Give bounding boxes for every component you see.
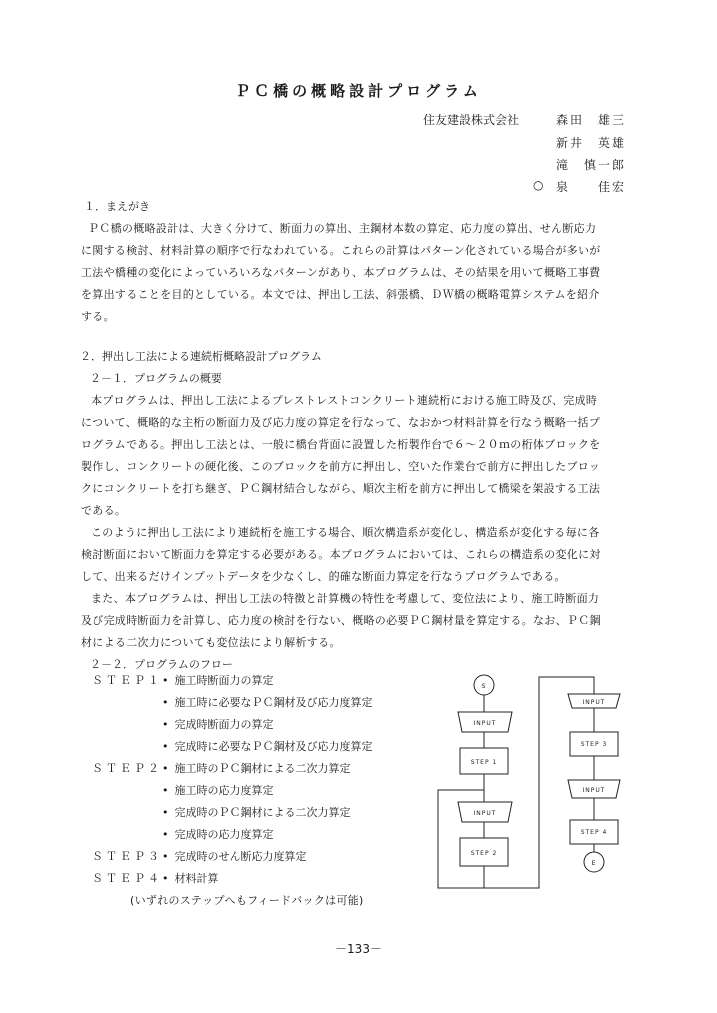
author-name: 森田 雄三 [556,113,627,127]
flow-start-label: S [481,683,487,690]
bullet: • [162,696,169,709]
section-heading: １．まえがき [84,200,150,213]
bullet: • [162,740,169,753]
subsection-heading: ２－１．プログラムの概要 [90,372,222,385]
step-item-text: 施工時のＰＣ鋼材による二次力算定 [174,762,351,775]
paragraph-line: 及び完成時断面力を計算し、応力度の検討を行ない、概略の必要ＰＣ鋼材量を算定する。なお、ＰＣ鋼 [81,614,601,627]
author-name: 泉 佳宏 [556,180,627,194]
flow-step-label: STEP 1 [470,759,498,766]
step-item-text: 完成時のせん断応力度算定 [174,850,307,863]
paragraph-line: する。 [81,310,115,323]
presenter-mark: ○ [533,178,544,192]
flow-input-label: INPUT [582,787,606,794]
bullet: • [162,718,169,731]
paragraph-line: また、本プログラムは、押出し工法の特徴と計算機の特性を考慮して、変位法により、施工時断面力 [91,592,600,605]
step-item-text: 完成時断面力の算定 [174,718,274,731]
bullet: • [162,784,169,797]
step-label: ＳＴＥＰ２ [92,762,162,775]
bullet: • [162,828,169,841]
flow-loop-line [438,790,484,888]
paragraph-line: 材による二次力についても変位法により解析する。 [81,636,341,649]
flow-input-label: INPUT [473,720,497,727]
flow-step-label: STEP 3 [580,741,608,748]
paragraph-line: を算出することを目的としている。本文では、押出し工法、斜張橋、ＤＷ橋の概略電算システムを紹介 [81,288,600,301]
flow-transfer-line [481,677,594,888]
step-item-text: 施工時の応力度算定 [174,784,274,797]
paragraph-line: このように押出し工法により連続桁を施工する場合、順次構造系が変化し、構造系が変化する毎に各 [91,526,600,539]
author-name: 新井 英雄 [556,136,627,150]
flow-end-label: E [591,860,597,867]
step-label: ＳＴＥＰ４ [92,872,162,885]
flow-input-label: INPUT [473,810,497,817]
step-item-text: 完成時の応力度算定 [174,828,274,841]
step-item-text: 完成時のＰＣ鋼材による二次力算定 [174,806,351,819]
paragraph-line: である。 [81,504,127,517]
flow-step-label: STEP 2 [470,850,498,857]
subsection-heading: ２－２．プログラムのフロー [90,658,233,671]
paragraph-line: 検討断面において断面力を算定する必要がある。本プログラムにおいては、これらの構造系の変化に対 [81,548,601,561]
paragraph-line: 本プログラムは、押出し工法によるプレストレストコンクリート連続桁における施工時及び、完成時 [91,394,598,407]
bullet: • [162,762,169,775]
paragraph-line: 工法や橋種の変化によっていろいろなパターンがあり、本プログラムは、その結果を用いて概略工事費 [81,266,601,279]
flow-step-label: STEP 4 [580,829,608,836]
page-number: －133－ [335,942,382,956]
paragraph-line: ＰＣ橋の概略設計は、大きく分けて、断面力の算出、主鋼材本数の算定、応力度の算出、せん断応力 [88,222,597,235]
bullet: • [162,872,169,885]
feedback-note: (いずれのステップへもフィードバックは可能) [130,894,364,907]
paragraph-line: について、概略的な主桁の断面力及び応力度の算定を行なって、なおかつ材料計算を行なう概略一括プ [81,416,601,429]
step-label: ＳＴＥＰ１ [92,674,162,687]
bullet: • [162,674,169,687]
paragraph-line: ログラムである。押出し工法とは、一般に橋台背面に設置した桁製作台で６～２０ｍの桁体ブロックを [81,438,601,451]
step-label: ＳＴＥＰ３ [92,850,162,863]
bullet: • [162,806,169,819]
paragraph-line: して、出来るだけインプットデータを少なくし、的確な断面力算定を行なうプログラムである。 [81,570,566,583]
flow-input-label: INPUT [582,699,606,706]
step-item-text: 材料計算 [174,872,219,885]
paragraph-line: クにコンクリートを打ち継ぎ、ＰＣ鋼材結合しながら、順次主桁を前方に押出して橋梁を架設する工法 [81,482,601,495]
paragraph-line: 製作し、コンクリートの硬化後、このブロックを前方に押出し、空いた作業台で前方に押出したブロッ [81,460,601,473]
section-heading: ２．押出し工法による連続桁概略設計プログラム [80,350,322,363]
step-item-text: 施工時に必要なＰＣ鋼材及び応力度算定 [174,696,373,709]
step-item-text: 完成時に必要なＰＣ鋼材及び応力度算定 [174,740,373,753]
bullet: • [162,850,169,863]
author-name: 滝 慎一郎 [556,158,627,172]
step-item-text: 施工時断面力の算定 [174,674,274,687]
organization: 住友建設株式会社 [423,113,520,127]
paragraph-line: に関する検討、材料計算の順序で行なわれている。これらの計算はパターン化されている場合が多いが [81,244,601,257]
paper-title: ＰＣ橋の概略設計プログラム [235,82,482,100]
